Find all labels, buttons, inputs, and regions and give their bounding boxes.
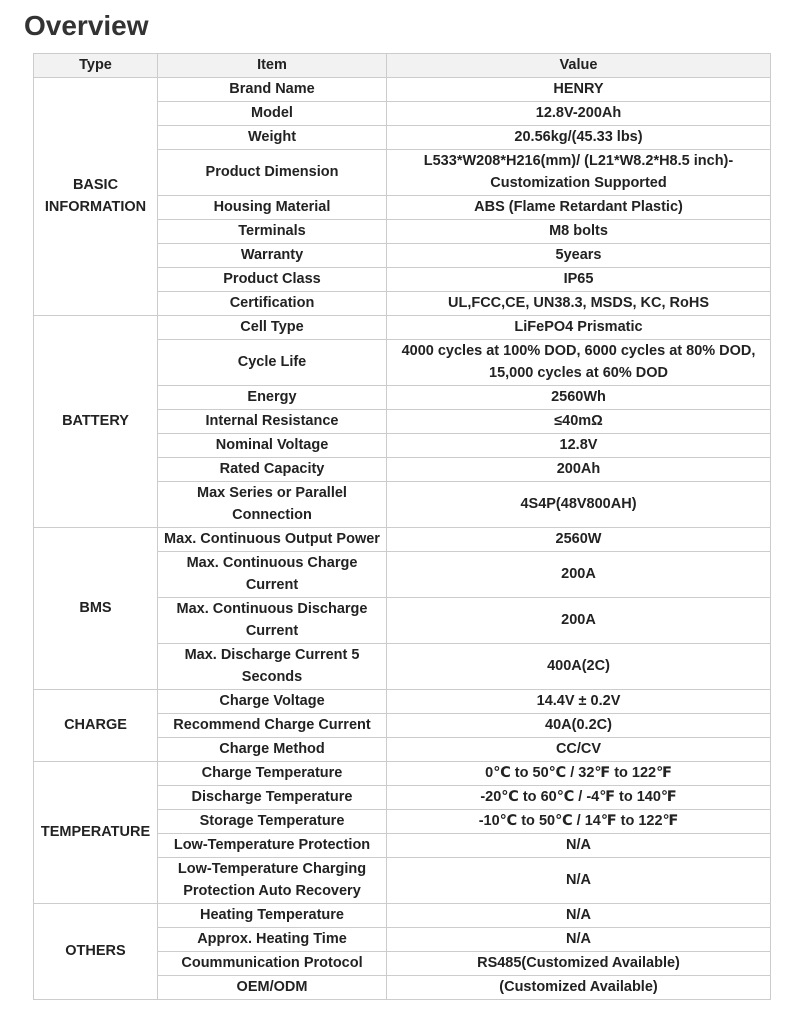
item-cell: Product Class <box>158 267 387 291</box>
item-cell: Charge Voltage <box>158 689 387 713</box>
item-cell: Product Dimension <box>158 149 387 195</box>
value-cell: ≤40mΩ <box>387 409 771 433</box>
item-cell: Recommend Charge Current <box>158 713 387 737</box>
item-cell: Max. Continuous Discharge Current <box>158 597 387 643</box>
value-cell: (Customized Available) <box>387 975 771 999</box>
table-row <box>34 315 771 339</box>
value-cell: 400A(2C) <box>387 643 771 689</box>
value-cell: CC/CV <box>387 737 771 761</box>
type-column-header: Type <box>34 54 158 78</box>
value-cell: 4000 cycles at 100% DOD, 6000 cycles at 80% DOD, 15,000 cycles at 60% DOD <box>387 339 771 385</box>
item-cell: Warranty <box>158 243 387 267</box>
value-cell: 14.4V ± 0.2V <box>387 689 771 713</box>
group-type-cell: TEMPERATURE <box>34 761 158 903</box>
item-cell: Max Series or Parallel Connection <box>158 481 387 527</box>
item-cell: Certification <box>158 291 387 315</box>
group-type-cell: BMS <box>34 527 158 689</box>
item-cell: Cycle Life <box>158 339 387 385</box>
value-cell: L533*W208*H216(mm)/ (L21*W8.2*H8.5 inch)-Customization Supported <box>387 149 771 195</box>
value-cell: LiFePO4 Prismatic <box>387 315 771 339</box>
value-cell: IP65 <box>387 267 771 291</box>
value-cell: UL,FCC,CE, UN38.3, MSDS, KC, RoHS <box>387 291 771 315</box>
spec-table-body <box>34 77 771 999</box>
item-cell: Model <box>158 101 387 125</box>
item-cell: Brand Name <box>158 77 387 101</box>
item-column-header: Item <box>158 54 387 78</box>
item-cell: Charge Method <box>158 737 387 761</box>
value-cell: 4S4P(48V800AH) <box>387 481 771 527</box>
item-cell: Discharge Temperature <box>158 785 387 809</box>
item-cell: Low-Temperature Charging Protection Auto Recovery <box>158 857 387 903</box>
value-cell: 200A <box>387 551 771 597</box>
item-cell: Max. Discharge Current 5 Seconds <box>158 643 387 689</box>
item-cell: Max. Continuous Output Power <box>158 527 387 551</box>
item-cell: Approx. Heating Time <box>158 927 387 951</box>
value-cell: 20.56kg/(45.33 lbs) <box>387 125 771 149</box>
item-cell: Rated Capacity <box>158 457 387 481</box>
item-cell: Heating Temperature <box>158 903 387 927</box>
group-type-cell: BASIC INFORMATION <box>34 77 158 315</box>
item-cell: Cell Type <box>158 315 387 339</box>
value-cell: HENRY <box>387 77 771 101</box>
item-cell: Coummunication Protocol <box>158 951 387 975</box>
value-cell: N/A <box>387 903 771 927</box>
item-cell: OEM/ODM <box>158 975 387 999</box>
item-cell: Terminals <box>158 219 387 243</box>
item-cell: Low-Temperature Protection <box>158 833 387 857</box>
item-cell: Internal Resistance <box>158 409 387 433</box>
value-cell: 12.8V-200Ah <box>387 101 771 125</box>
item-cell: Energy <box>158 385 387 409</box>
item-cell: Weight <box>158 125 387 149</box>
group-type-cell: BATTERY <box>34 315 158 527</box>
page-title: Overview <box>24 10 149 41</box>
value-cell: 2560Wh <box>387 385 771 409</box>
table-row <box>34 527 771 551</box>
item-cell: Nominal Voltage <box>158 433 387 457</box>
item-cell: Max. Continuous Charge Current <box>158 551 387 597</box>
value-cell: 12.8V <box>387 433 771 457</box>
value-column-header: Value <box>387 54 771 78</box>
spec-table <box>33 53 771 1000</box>
group-type-cell: CHARGE <box>34 689 158 761</box>
table-header-row <box>34 54 771 78</box>
value-cell: N/A <box>387 833 771 857</box>
table-row <box>34 761 771 785</box>
value-cell: RS485(Customized Available) <box>387 951 771 975</box>
item-cell: Housing Material <box>158 195 387 219</box>
value-cell: -10℃ to 50℃ / 14℉ to 122℉ <box>387 809 771 833</box>
value-cell: N/A <box>387 857 771 903</box>
value-cell: ABS (Flame Retardant Plastic) <box>387 195 771 219</box>
table-row <box>34 689 771 713</box>
value-cell: N/A <box>387 927 771 951</box>
group-type-cell: OTHERS <box>34 903 158 999</box>
value-cell: 200A <box>387 597 771 643</box>
value-cell: 200Ah <box>387 457 771 481</box>
value-cell: 5years <box>387 243 771 267</box>
value-cell: M8 bolts <box>387 219 771 243</box>
table-row <box>34 77 771 101</box>
value-cell: 40A(0.2C) <box>387 713 771 737</box>
table-row <box>34 903 771 927</box>
item-cell: Storage Temperature <box>158 809 387 833</box>
item-cell: Charge Temperature <box>158 761 387 785</box>
value-cell: 2560W <box>387 527 771 551</box>
value-cell: -20℃ to 60℃ / -4℉ to 140℉ <box>387 785 771 809</box>
value-cell: 0℃ to 50℃ / 32℉ to 122℉ <box>387 761 771 785</box>
